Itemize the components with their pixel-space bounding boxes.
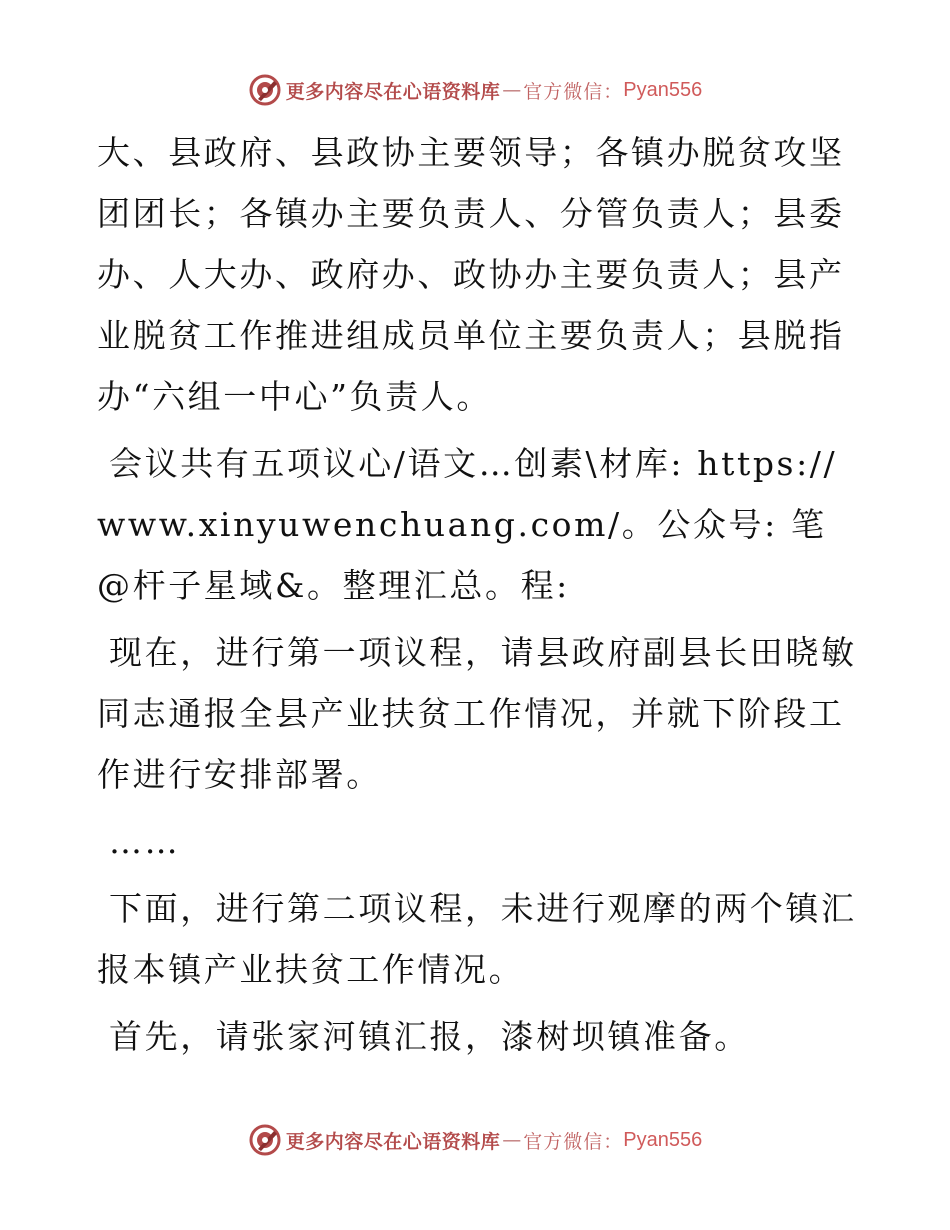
paragraph-first-report: 首先，请张家河镇汇报，漆树坝镇准备。 <box>109 1017 750 1056</box>
footer-banner <box>0 1120 950 1160</box>
banner-wechat-handle: Pyan556 <box>623 1128 703 1151</box>
banner-wechat-label: 官方微信： <box>523 1130 624 1153</box>
banner-dash: — <box>502 79 522 101</box>
banner-dash: — <box>502 1129 522 1151</box>
banner-main-text: 更多内容尽在心语资料库 <box>285 80 501 103</box>
paragraph-agenda-intro: 会议共有五项议心/语文…创素\材库: https://www.xinyuwenchuang.com/。公众号: 笔@杆子星域&。整理汇总。程: <box>97 444 838 605</box>
paragraph-first-agenda: 现在，进行第一项议程，请县政府副县长田晓敏同志通报全县产业扶贫工作情况，并就下阶段工作进行安排部署。 <box>97 633 857 794</box>
pen-circle-logo-icon <box>248 73 282 107</box>
paragraph-attendees: 大、县政府、县政协主要领导；各镇办脱贫攻坚团团长；各镇办主要负责人、分管负责人；县委办、人大办、政府办、政协办主要负责人；县产业脱贫工作推进组成员单位主要负责人；县脱指办“六组一中心”负责人。 <box>97 133 845 416</box>
banner-wechat-label: 官方微信： <box>523 80 624 103</box>
pen-circle-logo-icon <box>248 1123 282 1157</box>
banner-main-text: 更多内容尽在心语资料库 <box>285 1130 501 1153</box>
header-banner <box>0 70 950 110</box>
paragraph-ellipsis: …… <box>109 822 181 861</box>
document-body <box>97 122 857 1073</box>
paragraph-second-agenda: 下面，进行第二项议程，未进行观摩的两个镇汇报本镇产业扶贫工作情况。 <box>97 889 857 989</box>
banner-wechat-handle: Pyan556 <box>623 78 703 101</box>
